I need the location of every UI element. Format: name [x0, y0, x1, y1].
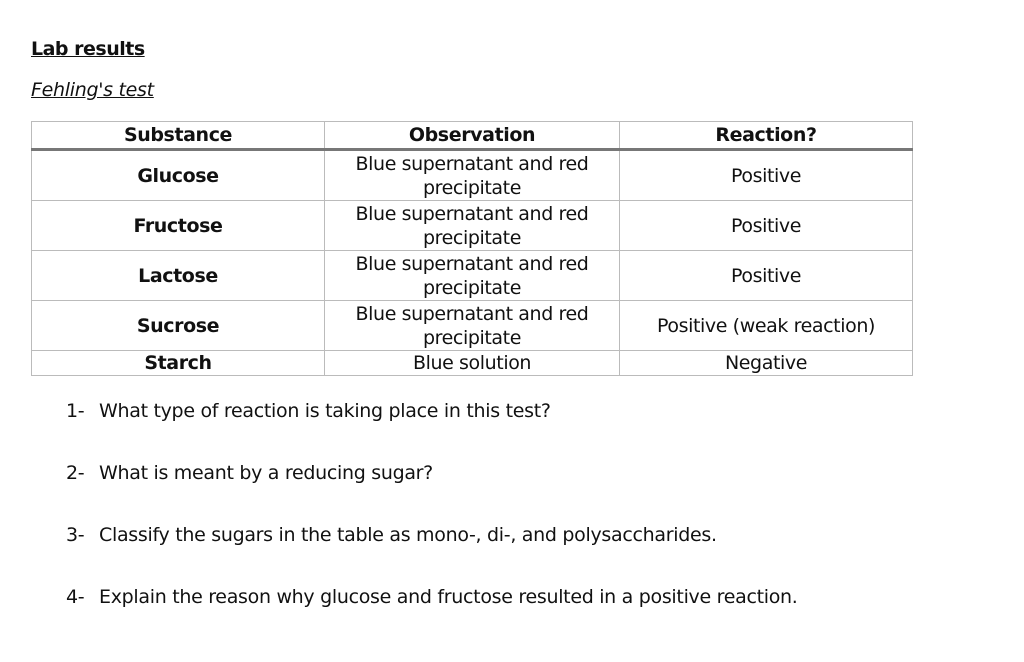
- substance-cell: Fructose: [32, 201, 325, 251]
- results-table: [31, 121, 913, 376]
- question-text: What type of reaction is taking place in this test?: [99, 400, 551, 422]
- question-text: Explain the reason why glucose and fructose resulted in a positive reaction.: [99, 586, 798, 608]
- observation-cell: Blue solution: [325, 351, 620, 376]
- observation-cell: Blue supernatant and red precipitate: [325, 301, 620, 351]
- question-1: [66, 400, 551, 422]
- substance-cell: Starch: [32, 351, 325, 376]
- header-substance: Substance: [32, 122, 325, 150]
- substance-cell: Glucose: [32, 150, 325, 201]
- question-text: Classify the sugars in the table as mono-, di-, and polysaccharides.: [99, 524, 717, 546]
- question-number: 4-: [66, 586, 85, 608]
- question-number: 2-: [66, 462, 85, 484]
- question-number: 3-: [66, 524, 85, 546]
- table-header-row: [32, 122, 913, 150]
- table-row: [32, 201, 913, 251]
- reaction-cell: Positive: [620, 251, 913, 301]
- reaction-cell: Positive: [620, 150, 913, 201]
- header-observation: Observation: [325, 122, 620, 150]
- question-2: [66, 462, 433, 484]
- observation-cell: Blue supernatant and red precipitate: [325, 251, 620, 301]
- table-row: [32, 251, 913, 301]
- observation-cell: Blue supernatant and red precipitate: [325, 201, 620, 251]
- section-subtitle: Fehling's test: [31, 79, 154, 101]
- page-title: Lab results: [31, 38, 145, 60]
- question-text: What is meant by a reducing sugar?: [99, 462, 433, 484]
- reaction-cell: Positive: [620, 201, 913, 251]
- header-reaction: Reaction?: [620, 122, 913, 150]
- question-4: [66, 586, 798, 608]
- question-3: [66, 524, 717, 546]
- table-row: [32, 150, 913, 201]
- reaction-cell: Positive (weak reaction): [620, 301, 913, 351]
- table-row: [32, 301, 913, 351]
- observation-cell: Blue supernatant and red precipitate: [325, 150, 620, 201]
- substance-cell: Lactose: [32, 251, 325, 301]
- question-number: 1-: [66, 400, 85, 422]
- table-row: [32, 351, 913, 376]
- substance-cell: Sucrose: [32, 301, 325, 351]
- reaction-cell: Negative: [620, 351, 913, 376]
